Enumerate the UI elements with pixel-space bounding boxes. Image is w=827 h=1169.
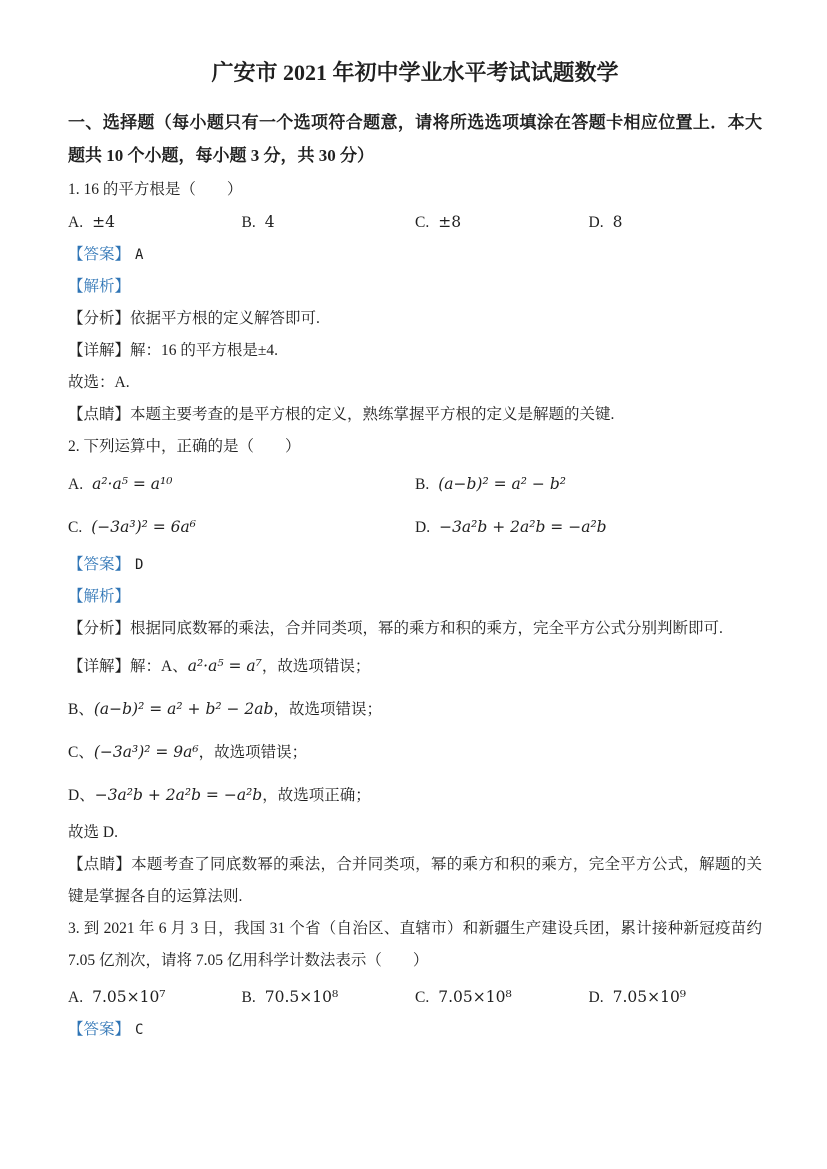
option-formula: a²·a⁵ = a¹⁰ xyxy=(92,475,173,493)
question-2-option-a xyxy=(68,463,415,506)
detail-formula: −3a²b + 2a²b = −a²b xyxy=(94,786,263,804)
highlight-label: 【点睛】 xyxy=(68,856,132,873)
detail-suffix: ，故选项错误； xyxy=(261,658,371,675)
question-2 xyxy=(68,431,762,913)
question-2-option-b xyxy=(415,463,762,506)
answer-value: A xyxy=(135,247,144,263)
question-3-option-b xyxy=(242,981,416,1014)
detail-prefix: B、 xyxy=(68,701,94,718)
option-formula: (−3a³)² = 6a⁶ xyxy=(91,518,196,536)
option-value: 8 xyxy=(612,213,623,231)
highlight-label: 【点睛】 xyxy=(68,406,131,423)
question-2-option-d xyxy=(415,506,762,549)
option-key: B. xyxy=(241,214,256,231)
option-key: C. xyxy=(68,519,83,536)
detail-suffix: ，故选项正确； xyxy=(262,787,371,804)
question-1-option-c xyxy=(415,206,589,239)
option-key: A. xyxy=(68,214,84,231)
question-2-detail-line-a xyxy=(68,645,762,688)
detail-text: 解：16 的平方根是±4. xyxy=(130,342,279,359)
highlight-text: 本题考查了同底数幂的乘法，合并同类项，幂的乘方和积的乘方，完全平方公式，解题的关键是掌握各自的运算法则. xyxy=(68,856,762,905)
question-3-option-a xyxy=(68,981,242,1014)
detail-prefix: D、 xyxy=(68,787,95,804)
detail-formula: (a−b)² = a² + b² − 2ab xyxy=(93,700,274,718)
question-3-answer-line xyxy=(68,1014,762,1046)
question-1-analysis-line xyxy=(68,303,762,335)
option-formula: (a−b)² = a² − b² xyxy=(438,475,566,493)
question-1-explanation-line xyxy=(68,271,762,303)
detail-prefix: 解：A、 xyxy=(130,658,188,675)
option-key: B. xyxy=(415,476,430,493)
question-3-option-c xyxy=(415,981,589,1014)
question-1-options xyxy=(68,206,762,239)
question-2-detail-line-c xyxy=(68,731,762,774)
question-2-stem: 2. 下列运算中，正确的是（ ） xyxy=(68,438,301,455)
explanation-label: 【解析】 xyxy=(68,278,131,295)
question-1-option-b xyxy=(242,206,416,239)
section-heading: 一、选择题（每小题只有一个选项符合题意，请将所选选项填涂在答题卡相应位置上．本大题共 10 个小题，每小题 3 分，共 30 分） xyxy=(68,113,762,165)
option-value: ±4 xyxy=(92,213,115,231)
option-formula: −3a²b + 2a²b = −a²b xyxy=(439,518,607,536)
question-2-answer-line xyxy=(68,549,762,581)
detail-formula: a²·a⁵ = a⁷ xyxy=(187,657,262,675)
analysis-text: 依据平方根的定义解答即可. xyxy=(130,310,320,327)
question-1-conclusion: 故选：A. xyxy=(68,374,130,391)
detail-suffix: ，故选项错误； xyxy=(198,744,308,761)
question-3-options xyxy=(68,981,762,1014)
option-value: 7.05×10⁹ xyxy=(612,988,687,1006)
question-2-detail-line-d xyxy=(68,774,762,817)
answer-value: C xyxy=(135,1022,144,1038)
question-1-answer-line xyxy=(68,239,762,271)
option-key: C. xyxy=(415,989,430,1006)
analysis-label: 【分析】 xyxy=(68,310,131,327)
page-title: 广安市 2021 年初中学业水平考试试题数学 xyxy=(211,60,619,85)
question-1-highlight-line xyxy=(68,399,762,431)
option-value: 7.05×10⁸ xyxy=(438,988,512,1006)
question-3-option-d xyxy=(589,981,763,1014)
question-2-option-c xyxy=(68,506,415,549)
option-value: 4 xyxy=(264,213,275,231)
option-key: B. xyxy=(241,989,256,1006)
option-value: ±8 xyxy=(438,213,462,231)
option-value: 7.05×10⁷ xyxy=(92,988,166,1006)
question-2-detail-line-b xyxy=(68,688,762,731)
detail-suffix: ，故选项错误； xyxy=(273,701,382,718)
answer-label: 【答案】 xyxy=(68,246,131,263)
question-2-highlight-line xyxy=(68,849,762,913)
option-key: A. xyxy=(68,989,84,1006)
option-key: D. xyxy=(588,989,604,1006)
highlight-text: 本题主要考查的是平方根的定义，熟练掌握平方根的定义是解题的关键. xyxy=(130,406,615,423)
question-1-option-d xyxy=(589,206,763,239)
explanation-label: 【解析】 xyxy=(68,588,131,605)
question-2-analysis-line xyxy=(68,613,762,645)
detail-label: 【详解】 xyxy=(68,658,131,675)
detail-label: 【详解】 xyxy=(68,342,131,359)
question-1 xyxy=(68,174,762,431)
analysis-label: 【分析】 xyxy=(68,620,131,637)
question-3-stem: 3. 到 2021 年 6 月 3 日，我国 31 个省（自治区、直辖市）和新疆生产建设兵团，累计接种新冠疫苗约 7.05 亿剂次，请将 7.05 亿用科学计数法表示（ ） xyxy=(68,920,762,969)
detail-formula: (−3a³)² = 9a⁶ xyxy=(93,743,199,761)
answer-label: 【答案】 xyxy=(68,1021,131,1038)
question-2-options xyxy=(68,463,762,549)
question-3 xyxy=(68,913,762,1046)
question-2-explanation-line xyxy=(68,581,762,613)
question-1-detail-line xyxy=(68,335,762,367)
question-1-stem: 1. 16 的平方根是（ ） xyxy=(68,181,243,198)
option-key: D. xyxy=(588,214,604,231)
analysis-text: 根据同底数幂的乘法，合并同类项，幂的乘方和积的乘方，完全平方公式分别判断即可. xyxy=(130,620,723,637)
option-value: 70.5×10⁸ xyxy=(264,988,339,1006)
answer-label: 【答案】 xyxy=(68,556,131,573)
option-key: D. xyxy=(415,519,431,536)
answer-value: D xyxy=(135,557,144,573)
question-2-conclusion: 故选 D. xyxy=(68,824,118,841)
detail-prefix: C、 xyxy=(68,744,94,761)
question-1-option-a xyxy=(68,206,242,239)
option-key: A. xyxy=(68,476,84,493)
option-key: C. xyxy=(415,214,430,231)
